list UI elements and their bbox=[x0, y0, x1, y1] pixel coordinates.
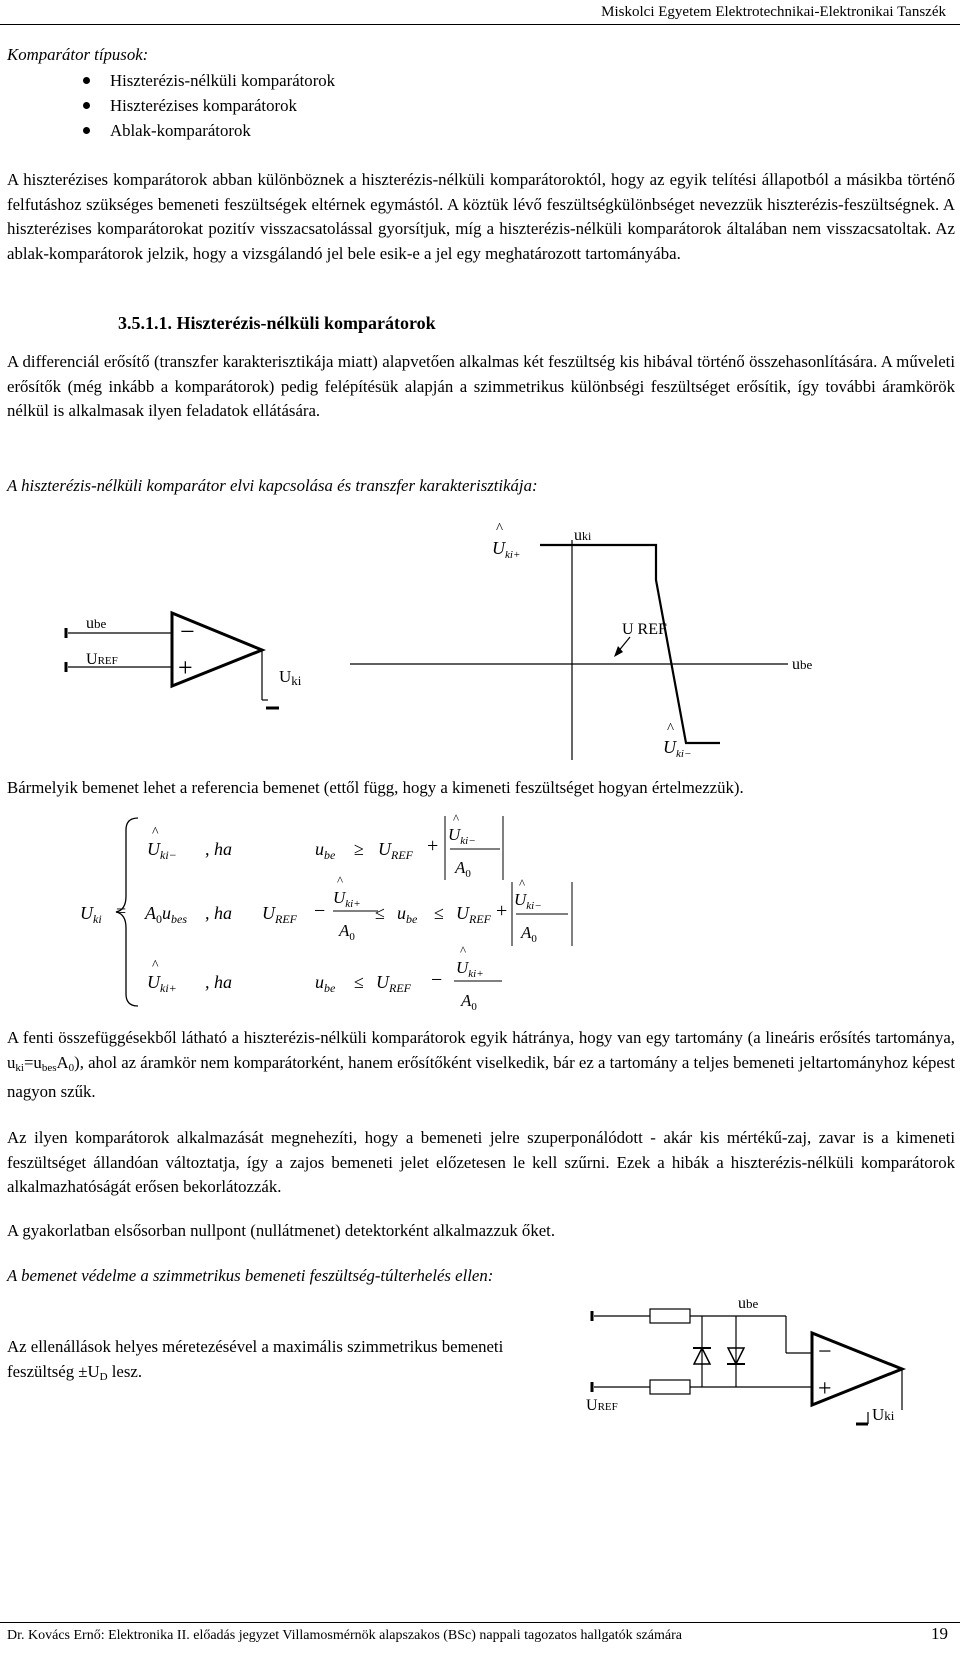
bullet-icon bbox=[83, 77, 90, 84]
svg-text:^: ^ bbox=[460, 943, 467, 958]
comparator-figure bbox=[0, 510, 960, 780]
u-top-hat: ^ bbox=[496, 521, 504, 537]
y-axis-label: uki bbox=[574, 527, 592, 544]
header-rule bbox=[0, 24, 960, 25]
intro-paragraph: A hiszterézises komparátorok abban különböznek a hiszterézis-nélküli komparátoroktól, hogy az egyik telítési állapotból a másikba történő felfutáshoz szükséges bemeneti feszültségek eltérnek egymástól. A köztük lévő feszültségkülönbséget nevezzük hiszterézis-feszültségnek. A hiszterézises komparátorokat pozitív visszacsatolással gyorsítjuk, míg a hiszterézis-nélküli komparátorok általában nem visszacsatoltak. Az ablak-komparátorok jelzik, hogy a vizsgálandó jel bele esik-e a jel egy meghatározott tartományába. bbox=[7, 170, 955, 263]
u-bottom-hat: ^ bbox=[667, 721, 675, 737]
svg-text:A0: $A_0$ bbox=[521, 923, 537, 945]
bullet-icon bbox=[83, 127, 90, 134]
svg-text:^: ^ bbox=[519, 876, 526, 891]
types-list bbox=[0, 68, 500, 143]
svg-text:+: + bbox=[496, 900, 508, 922]
row3-value: $U_{ki+}$ bbox=[147, 972, 177, 995]
page-header: Miskolci Egyetem Elektrotechnikai-Elektronikai Tanszék bbox=[601, 4, 946, 20]
svg-text:≤: ≤ bbox=[354, 972, 364, 992]
ref-label: U REF bbox=[622, 621, 667, 638]
linear-range-paragraph: A fenti összefüggésekből látható a hiszterézis-nélküli komparátorok egyik hátránya, hogy van egy tartomány (a lineáris erősítés tartománya, $u_{ki}=u_{bes}A_0$), ahol az áramkör nem komparátorként, hanem erősítőként viselkedik, bár ez a tartomány a teljes bemeneti jeltartományhoz képest nagyon szűk. bbox=[7, 1028, 955, 1102]
eq-lhs: $U_{ki}$ bbox=[80, 903, 102, 926]
resistor-symbol bbox=[650, 1380, 690, 1394]
svg-text:−: − bbox=[314, 900, 326, 922]
svg-text:−: − bbox=[818, 1339, 832, 1365]
resistor-symbol bbox=[650, 1309, 690, 1323]
svg-text:^: ^ bbox=[152, 958, 159, 973]
in-label: ube bbox=[738, 1295, 759, 1312]
row2-value: $A_0u_{bes}$ bbox=[145, 903, 187, 926]
out-label: Uki bbox=[279, 667, 302, 688]
row2-uref: $U_{REF}$ bbox=[262, 903, 297, 926]
svg-text:^: ^ bbox=[152, 825, 159, 840]
row1-value: $U_{ki-}$ bbox=[147, 839, 177, 862]
ref-label: UREF bbox=[586, 1397, 618, 1414]
svg-text:Uki+: $U_{ki+}$ bbox=[333, 888, 361, 910]
svg-text:^: ^ bbox=[337, 873, 344, 888]
svg-text:≤: ≤ bbox=[434, 903, 444, 923]
in-plus-label: UREF bbox=[86, 651, 118, 668]
row1-ha: , ha bbox=[205, 839, 232, 859]
row3-ube: $u_{be}$ bbox=[315, 972, 336, 995]
reference-note: Bármelyik bemenet lehet a referencia bemenet (ettől függ, hogy a kimeneti feszültséget hogyan értelmezzük). bbox=[7, 778, 744, 797]
u-top-label: $U_{ki+}$ bbox=[492, 538, 521, 561]
page-number: 19 bbox=[931, 1624, 948, 1643]
row3-ha: , ha bbox=[205, 972, 232, 992]
x-axis-label: ube bbox=[792, 656, 813, 673]
svg-text:Uki+: $U_{ki+}$ bbox=[456, 958, 484, 980]
bullet-icon bbox=[83, 102, 90, 109]
u-bottom-label: $U_{ki-}$ bbox=[663, 737, 692, 760]
transfer-characteristic bbox=[350, 540, 788, 760]
svg-text:Uki−: $U_{ki-}$ bbox=[514, 890, 542, 912]
types-title: Komparátor típusok: bbox=[7, 45, 149, 64]
noise-paragraph: Az ilyen komparátorok alkalmazását megnehezíti, hogy a bemeneti jelre szuperponálódott - akár kis mértékű-zaj, zavar is a kimeneti feszültséget állandóan változtatja, így a zajos bemeneti jelet előzetesen le kell szűrni. Ezek a hibák a hiszterézis-nélküli komparátorok alkalmazhatóságát erősen bekorlátozzák. bbox=[7, 1128, 955, 1197]
svg-text:+: + bbox=[427, 835, 439, 857]
svg-text:Uki−: $U_{ki-}$ bbox=[448, 825, 476, 847]
eq-equals: = bbox=[116, 901, 127, 921]
svg-text:≤: ≤ bbox=[375, 903, 385, 923]
protection-figure bbox=[0, 1295, 960, 1470]
svg-text:A0: $A_0$ bbox=[339, 921, 355, 943]
transfer-curve bbox=[540, 545, 720, 743]
row3-uref: $U_{REF}$ bbox=[376, 972, 411, 995]
comparator-equation bbox=[0, 812, 960, 1017]
protection-title: A bemenet védelme a szimmetrikus bemeneti feszültség-túlterhelés ellen: bbox=[7, 1266, 494, 1285]
opamp-minus: − bbox=[180, 617, 195, 646]
list-item: Ablak-komparátorok bbox=[0, 118, 500, 143]
zero-crossing-paragraph: A gyakorlatban elsősorban nullpont (nullátmenet) detektorként alkalmazzuk őket. bbox=[7, 1221, 556, 1240]
svg-text:+: + bbox=[818, 1376, 832, 1402]
row1-uref: $U_{REF}$ bbox=[378, 839, 413, 862]
list-item: Hiszterézises komparátorok bbox=[0, 93, 500, 118]
svg-text:A0: $A_0$ bbox=[461, 991, 477, 1013]
opamp-plus: + bbox=[178, 653, 193, 682]
section-paragraph: A differenciál erősítő (transzfer karakterisztikája miatt) alapvetően alkalmas két feszültség kis hibával történő összehasonlítására. A műveleti erősítők (még inkább a komparátorok) pedig felépítésük alapján a szimmetrikus különbségi feszültséget erősítik, így további áramkörök nélkül is alkalmasak ilyen feladatok ellátására. bbox=[7, 352, 955, 421]
row2-ube: $u_{be}$ bbox=[397, 903, 418, 926]
svg-text:A0: $A_0$ bbox=[455, 858, 471, 880]
protection-paragraph: Az ellenállások helyes méretezésével a maximális szimmetrikus bemeneti feszültség $\pm U_D$ lesz. bbox=[7, 1337, 504, 1383]
circuit-title: A hiszterézis-nélküli komparátor elvi kapcsolása és transzfer karakterisztikája: bbox=[7, 476, 538, 495]
footer-rule bbox=[0, 1622, 960, 1623]
row1-ube: $u_{be}$ bbox=[315, 839, 336, 862]
svg-text:UREF: $U_{REF}$ bbox=[456, 903, 491, 926]
svg-text:−: − bbox=[431, 969, 443, 991]
row2-ha: , ha bbox=[205, 903, 232, 923]
in-minus-label: ube bbox=[86, 615, 107, 632]
section-heading: 3.5.1.1. Hiszterézis-nélküli komparátorok bbox=[118, 313, 436, 333]
footer-text: Dr. Kovács Ernő: Elektronika II. előadás jegyzet Villamosmérnök alapszakos (BSc) nappali tagozatos hallgatók számára bbox=[7, 1628, 682, 1643]
list-item: Hiszterézis-nélküli komparátorok bbox=[0, 68, 500, 93]
svg-text:^: ^ bbox=[453, 812, 460, 826]
svg-text:≥: ≥ bbox=[354, 839, 364, 859]
out-label: Uki bbox=[872, 1405, 895, 1424]
